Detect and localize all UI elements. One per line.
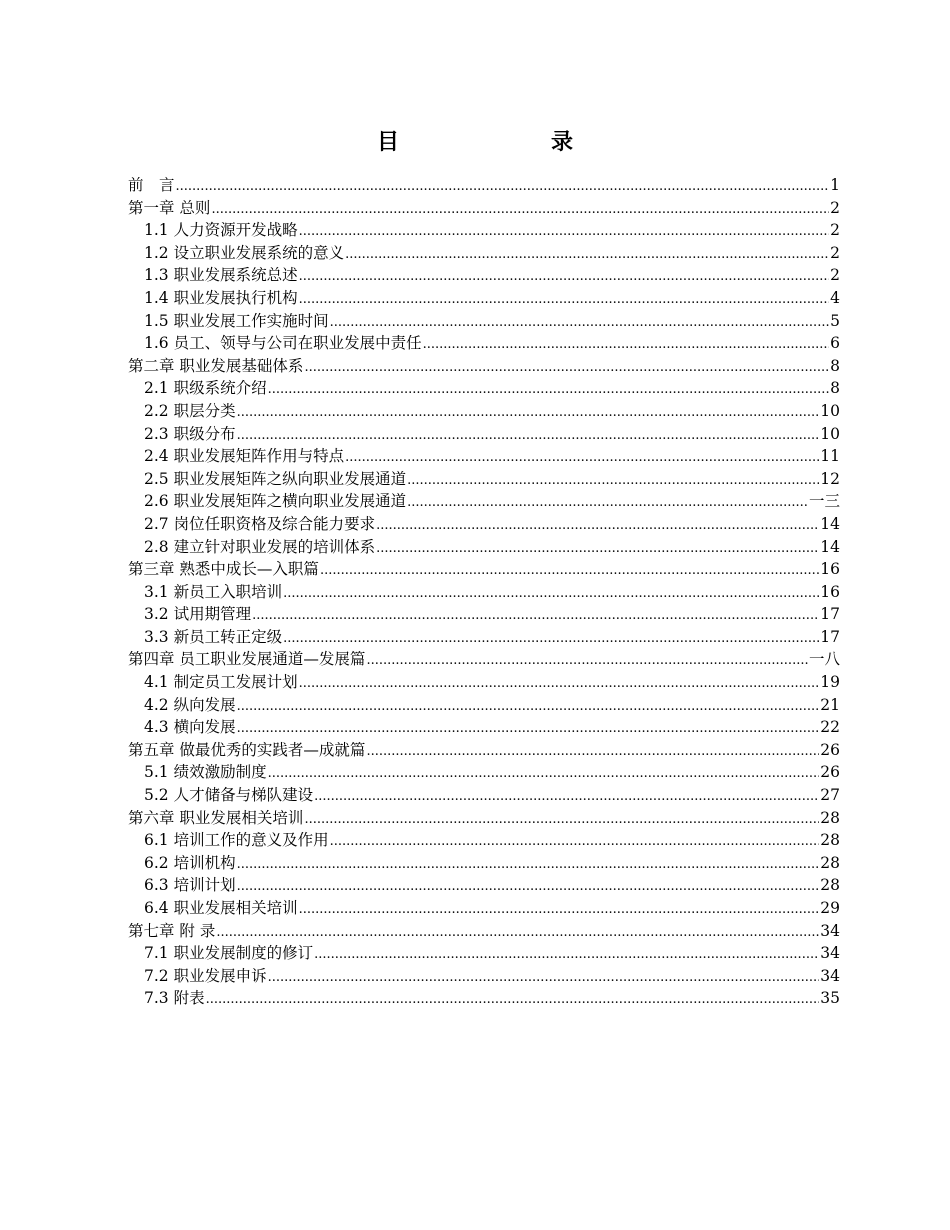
toc-entry-page-number: 2	[830, 266, 840, 285]
toc-section-entry[interactable]	[128, 287, 840, 310]
toc-entry-page-number: 16	[820, 560, 840, 579]
toc-entry-label: 1.2 设立职业发展系统的意义	[144, 243, 345, 262]
toc-chapter-entry[interactable]	[128, 739, 840, 762]
toc-entry-label: 3.2 试用期管理	[144, 605, 252, 624]
toc-entry-label: 7.3 附表	[144, 989, 205, 1008]
toc-entry-label: 1.3 职业发展系统总述	[144, 266, 298, 285]
toc-entry-page-number: 19	[820, 673, 840, 692]
toc-leader-dots	[268, 965, 820, 990]
toc-entry-label: 第四章 员工职业发展通道—发展篇	[128, 650, 366, 669]
toc-entry-label: 2.6 职业发展矩阵之横向职业发展通道	[144, 492, 407, 511]
toc-section-entry[interactable]	[128, 468, 840, 491]
toc-leader-dots	[176, 174, 830, 199]
toc-entry-label: 7.1 职业发展制度的修订	[144, 944, 314, 963]
toc-leader-dots	[216, 920, 819, 945]
toc-section-entry[interactable]	[128, 965, 840, 988]
toc-chapter-entry[interactable]	[128, 920, 840, 943]
toc-leader-dots	[283, 581, 819, 606]
toc-entry-label: 2.1 职级系统介绍	[144, 379, 267, 398]
toc-section-entry[interactable]	[128, 626, 840, 649]
toc-entry-page-number: 2	[830, 243, 840, 262]
toc-title-left: 目	[376, 130, 399, 155]
toc-entry-label: 2.2 职层分类	[144, 401, 236, 420]
toc-entry-label: 1.1 人力资源开发战略	[144, 221, 298, 240]
toc-section-entry[interactable]	[128, 761, 840, 784]
toc-entry-label: 1.5 职业发展工作实施时间	[144, 311, 329, 330]
toc-leader-dots	[304, 355, 829, 380]
toc-leader-dots	[283, 626, 819, 651]
toc-section-entry[interactable]	[128, 445, 840, 468]
toc-section-entry[interactable]	[128, 716, 840, 739]
toc-entry-page-number: 21	[820, 695, 840, 714]
toc-entry-label: 5.2 人才储备与梯队建设	[144, 786, 314, 805]
toc-leader-dots	[299, 897, 820, 922]
toc-leader-dots	[206, 987, 820, 1012]
toc-chapter-entry[interactable]	[128, 174, 840, 197]
toc-leader-dots	[314, 942, 819, 967]
toc-entry-page-number: 一三	[808, 492, 840, 511]
toc-chapter-entry[interactable]	[128, 807, 840, 830]
toc-entry-label: 2.5 职业发展矩阵之纵向职业发展通道	[144, 469, 407, 488]
toc-section-entry[interactable]	[128, 377, 840, 400]
toc-entry-page-number: 8	[830, 379, 840, 398]
toc-entry-page-number: 28	[820, 853, 840, 872]
toc-leader-dots	[299, 219, 830, 244]
toc-section-entry[interactable]	[128, 784, 840, 807]
toc-entry-page-number: 29	[820, 899, 840, 917]
toc-entry-page-number: 2	[830, 198, 840, 217]
toc-entry-label: 第一章 总则	[128, 198, 211, 217]
toc-entry-page-number: 34	[820, 944, 840, 963]
toc-entry-page-number: 10	[820, 424, 840, 443]
toc-entry-label: 6.1 培训工作的意义及作用	[144, 831, 329, 850]
toc-leader-dots	[330, 310, 830, 335]
toc-leader-dots	[237, 874, 820, 899]
toc-section-entry[interactable]	[128, 942, 840, 965]
toc-section-entry[interactable]	[128, 603, 840, 626]
toc-section-entry[interactable]	[128, 671, 840, 694]
toc-entry-page-number: 14	[820, 514, 840, 533]
toc-leader-dots	[314, 784, 819, 809]
toc-section-entry[interactable]	[128, 581, 840, 604]
toc-entry-page-number: 8	[830, 356, 840, 375]
toc-entry-page-number: 12	[820, 469, 840, 488]
toc-chapter-entry[interactable]	[128, 355, 840, 378]
toc-entry-page-number: 26	[820, 740, 840, 759]
toc-entry-label: 2.3 职级分布	[144, 424, 236, 443]
toc-entry-label: 6.3 培训计划	[144, 876, 236, 895]
toc-entry-label: 第六章 职业发展相关培训	[128, 808, 304, 827]
toc-entry-page-number: 10	[820, 401, 840, 420]
toc-leader-dots	[268, 377, 830, 402]
toc-leader-dots	[237, 852, 820, 877]
toc-leader-dots	[376, 513, 819, 538]
toc-entry-page-number: 17	[820, 605, 840, 624]
toc-leader-dots	[366, 739, 819, 764]
toc-entry-page-number: 35	[820, 989, 840, 1008]
toc-leader-dots	[407, 468, 819, 493]
toc-section-entry[interactable]	[128, 332, 840, 355]
toc-entry-page-number: 6	[830, 334, 840, 353]
toc-section-entry[interactable]	[128, 694, 840, 717]
toc-leader-dots	[237, 694, 820, 719]
toc-section-entry[interactable]	[128, 513, 840, 536]
toc-section-entry[interactable]	[128, 242, 840, 265]
toc-entry-label: 1.6 员工、领导与公司在职业发展中责任	[144, 334, 422, 353]
toc-leader-dots	[423, 332, 830, 357]
toc-leader-dots	[304, 807, 819, 832]
toc-entry-label: 5.1 绩效激励制度	[144, 763, 267, 782]
toc-leader-dots	[330, 829, 820, 854]
toc-leader-dots	[299, 264, 830, 289]
toc-entry-page-number: 5	[830, 311, 840, 330]
toc-section-entry[interactable]	[128, 852, 840, 875]
toc-entry-label: 前 言	[128, 176, 175, 194]
toc-section-entry[interactable]	[128, 400, 840, 423]
toc-section-entry[interactable]	[128, 264, 840, 287]
toc-section-entry[interactable]	[128, 423, 840, 446]
toc-leader-dots	[211, 197, 829, 222]
toc-entry-label: 6.2 培训机构	[144, 853, 236, 872]
toc-leader-dots	[237, 400, 820, 425]
toc-entry-page-number: 28	[820, 808, 840, 827]
toc-entry-page-number: 1	[830, 176, 840, 194]
toc-entry-page-number: 一八	[808, 650, 840, 669]
toc-entry-label: 2.4 职业发展矩阵作用与特点	[144, 447, 345, 466]
toc-entry-label: 第三章 熟悉中成长—入职篇	[128, 560, 319, 579]
toc-entry-page-number: 28	[820, 876, 840, 895]
toc-leader-dots	[237, 423, 820, 448]
toc-section-entry[interactable]	[128, 874, 840, 897]
table-of-contents	[128, 174, 840, 1010]
toc-entry-label: 3.1 新员工入职培训	[144, 582, 283, 601]
toc-entry-label: 4.1 制定员工发展计划	[144, 673, 298, 692]
toc-entry-label: 1.4 职业发展执行机构	[144, 288, 298, 307]
toc-title	[0, 128, 950, 158]
toc-entry-page-number: 11	[820, 447, 840, 466]
toc-entry-label: 第七章 附 录	[128, 921, 216, 940]
toc-entry-label: 7.2 职业发展申诉	[144, 966, 267, 985]
toc-entry-page-number: 4	[830, 288, 840, 307]
toc-entry-label: 6.4 职业发展相关培训	[144, 899, 298, 917]
toc-entry-page-number: 16	[820, 582, 840, 601]
toc-section-entry[interactable]	[128, 987, 840, 1010]
toc-entry-page-number: 28	[820, 831, 840, 850]
toc-entry-page-number: 34	[820, 966, 840, 985]
toc-entry-page-number: 22	[820, 718, 840, 737]
toc-entry-label: 第五章 做最优秀的实践者—成就篇	[128, 740, 366, 759]
toc-entry-label: 4.3 横向发展	[144, 718, 236, 737]
toc-leader-dots	[237, 716, 820, 741]
toc-chapter-entry[interactable]	[128, 558, 840, 581]
toc-section-entry[interactable]	[128, 490, 840, 513]
toc-chapter-entry[interactable]	[128, 648, 840, 671]
toc-entry-label: 第二章 职业发展基础体系	[128, 356, 304, 375]
toc-title-right: 录	[551, 130, 574, 155]
toc-leader-dots	[320, 558, 819, 583]
toc-leader-dots	[345, 242, 829, 267]
toc-entry-label: 4.2 纵向发展	[144, 695, 236, 714]
toc-leader-dots	[376, 536, 819, 561]
toc-section-entry[interactable]	[128, 829, 840, 852]
toc-leader-dots	[299, 671, 820, 696]
toc-leader-dots	[268, 761, 820, 786]
toc-entry-page-number: 17	[820, 627, 840, 646]
toc-chapter-entry[interactable]	[128, 197, 840, 220]
toc-entry-label: 2.7 岗位任职资格及综合能力要求	[144, 514, 376, 533]
toc-leader-dots	[299, 287, 830, 312]
toc-section-entry[interactable]	[128, 310, 840, 333]
toc-section-entry[interactable]	[128, 219, 840, 242]
toc-leader-dots	[252, 603, 819, 628]
toc-entry-page-number: 34	[820, 921, 840, 940]
toc-entry-page-number: 27	[820, 786, 840, 805]
toc-leader-dots	[366, 648, 808, 673]
toc-entry-label: 3.3 新员工转正定级	[144, 627, 283, 646]
toc-entry-page-number: 14	[820, 537, 840, 556]
toc-leader-dots	[407, 490, 808, 515]
toc-entry-page-number: 2	[830, 221, 840, 240]
toc-entry-page-number: 26	[820, 763, 840, 782]
toc-leader-dots	[345, 445, 819, 470]
toc-section-entry[interactable]	[128, 897, 840, 920]
toc-entry-label: 2.8 建立针对职业发展的培训体系	[144, 537, 376, 556]
toc-section-entry[interactable]	[128, 536, 840, 559]
